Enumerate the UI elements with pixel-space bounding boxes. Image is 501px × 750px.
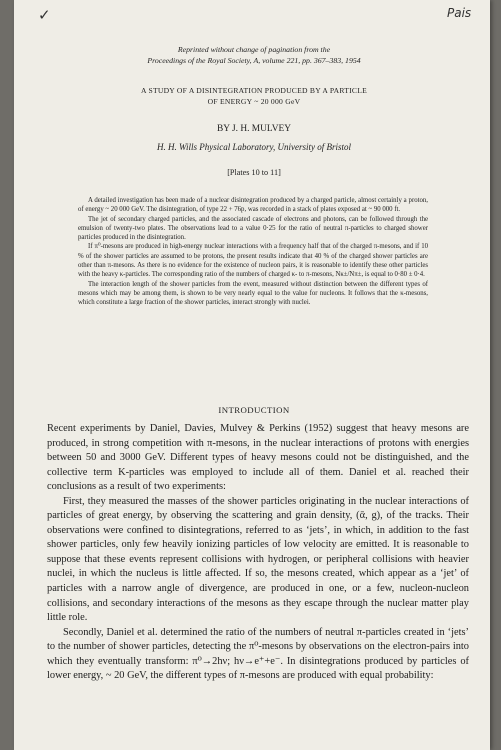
paper-title: A STUDY OF A DISINTEGRATION PRODUCED BY A PARTICLE OF ENERGY ~ 20 000 GeV [141,86,367,106]
plates-note: [Plates 10 to 11] [227,168,281,177]
abstract-paragraph: The jet of secondary charged particles, and the associated cascade of electrons and photons, can be followed through the emulsion of twenty-two plates. The observations lead to a value 0·25 for the ratio of neutral π-particles to charged shower particles produced in the disintegration. [78,215,428,242]
reprint-note: Reprinted without change of pagination from the Proceedings of the Royal Society, A, volume 221, pp. 367–383, 1954 [147,45,361,65]
body-paragraph: First, they measured the masses of the shower particles originating in the nuclear interactions of particles of great energy, by observing the scattering and grain density, (ᾱ, g), of the tracks. Their observations were confined to disintegrations, referred to as ‘jets’, in which, in addition to the fast shower particles, only few heavily ionizing particles of low velocity are emitted. It is reasonable to suppose that these events represent collisions with hydrogen, or peripheral collisions with heavier nuclei, in which the nucleus is little affected. If so, the mesons created, which appear as a ‘jet’ of particles with a narrow angle of divergence, are produced in one, or a few, nucleon-nucleon collisions, and secondary interactions of the mesons as they escape through the nuclear matter play little role. [47,495,469,624]
affiliation: H. H. Wills Physical Laboratory, University of Bristol [157,142,351,152]
abstract-paragraph: If π⁰-mesons are produced in high-energy nuclear interactions with a frequency half that of the charged π-mesons, and if 10 % of the shower particles are assumed to be protons, the present results indicate that 40 % of the charged shower particles are other than π-mesons. As there is no evidence for the existence of nucleon pairs, it is reasonable to identify these other particles with the heavy κ-particles. The corresponding ratio of the numbers of charged κ- to π-mesons, Nκ±/Nπ±, is equal to 0·80 ± 0·4. [78,243,428,279]
author: BY J. H. MULVEY [216,124,292,134]
section-heading: INTRODUCTION [218,405,290,415]
body-text [47,422,469,684]
handwritten-check-mark: ✓ [38,6,51,24]
handwritten-name: Pais [447,6,472,20]
abstract-paragraph: A detailed investigation has been made of a nuclear disintegration produced by a charged particle, almost certainly a proton, of energy ~ 20 000 GeV. The disintegration, of type 22 + 76p, was recorded in a stack of plates exposed at ~ 90 000 ft. [78,197,428,214]
abstract [78,196,428,308]
body-paragraph: Secondly, Daniel et al. determined the ratio of the numbers of neutral π-particles created in ‘jets’ to the number of shower particles, detecting the π⁰-mesons by observations on the electron-pairs into which they eventually transform: π⁰→2hν; hν→e⁺+e⁻. In disintegrations produced by particles of lower energy, ~ 20 GeV, the different types of π-mesons are produced with equal probability: [47,626,469,682]
abstract-paragraph: The interaction length of the shower particles from the event, measured without distinction between the different types of mesons which may be among them, is shown to be very nearly equal to the value for nucleons. It follows that the κ-mesons, which constitute a large fraction of the shower particles, interact strongly with nuclei. [78,280,428,307]
body-paragraph: Recent experiments by Daniel, Davies, Mulvey & Perkins (1952) suggest that heavy mesons are produced, in strong competition with π-mesons, in the nuclear interactions of protons with energies between 50 and 3000 GeV. Different types of heavy mesons could not be distinguished, and the collective term K-particles was employed to include all of them. Daniel et al. reached their conclusions as a result of two experiments: [47,423,469,493]
paper-page [14,0,490,750]
